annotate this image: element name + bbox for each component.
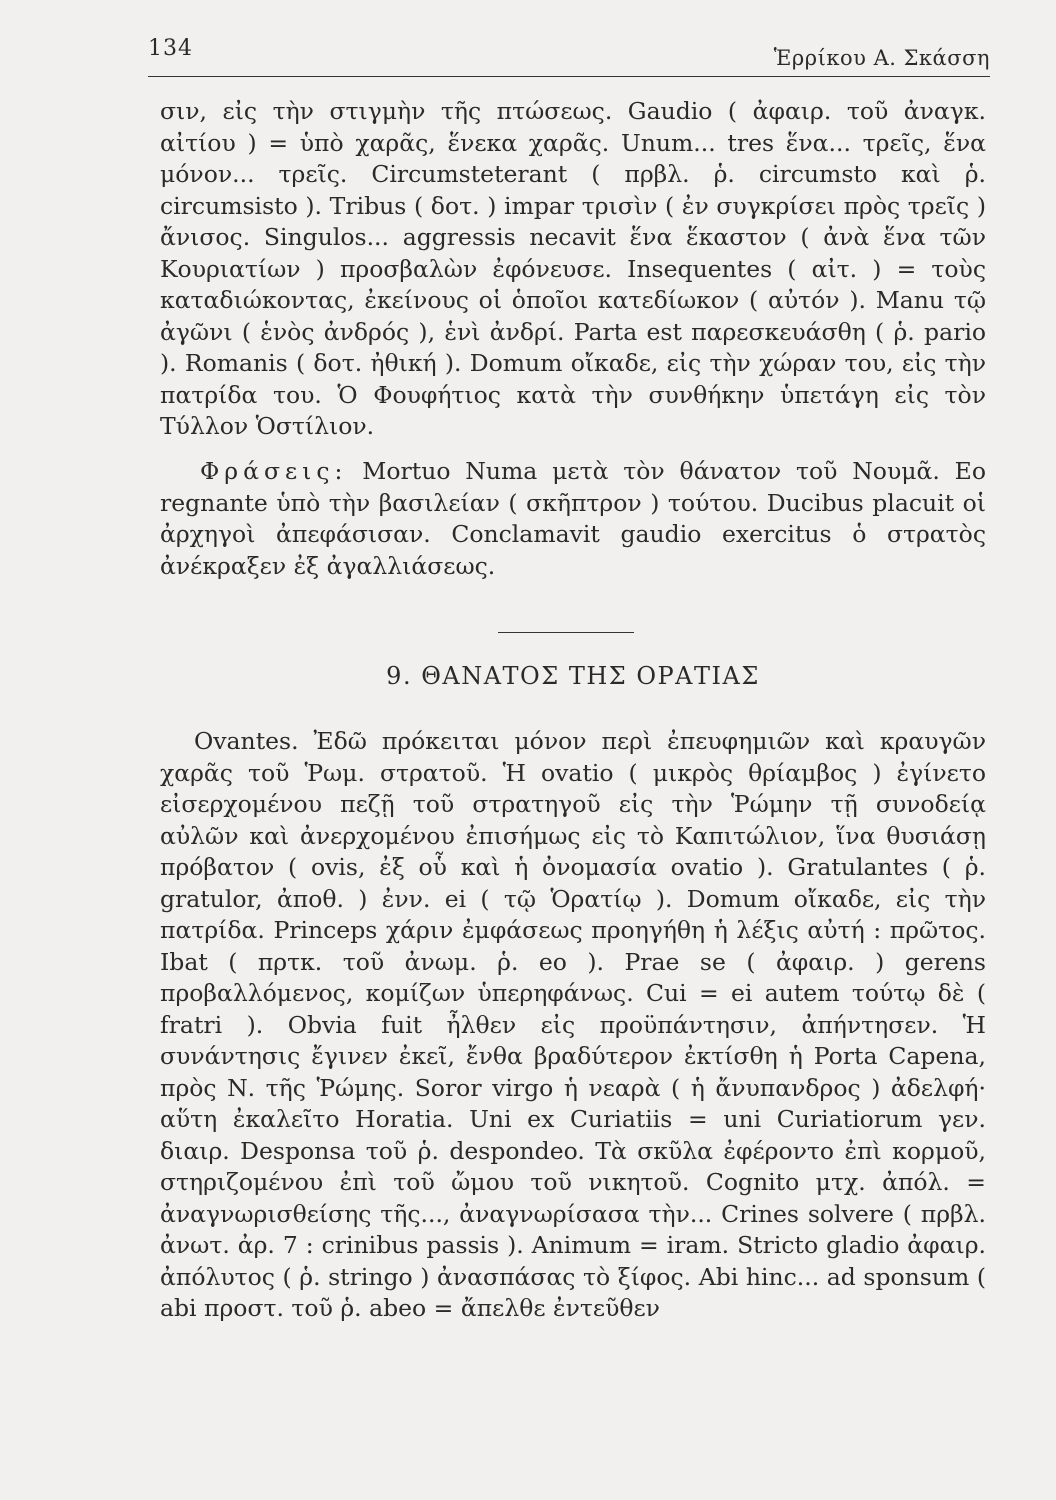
section-separator: [498, 632, 634, 633]
running-head: Ἑρρίκου Α. Σκάσση: [773, 46, 990, 70]
phrases-label: Φράσεις:: [200, 457, 348, 485]
phrases-text: Mortuo Numa μετὰ τὸν θάνατον τοῦ Νουμᾶ. Eo regnante ὑπὸ τὴν βασιλείαν ( σκῆπτρον ) τούτου. Ducibus placuit οἱ ἀρχηγοὶ ἀπεφάσισαν. Conclamavit gaudio exercitus ὁ στρατὸς ἀνέκραξεν ἐξ ἀγαλλιάσεως.: [160, 457, 986, 580]
paragraph-continuation: σιν, εἰς τὴν στιγμὴν τῆς πτώσεως. Gaudio ( ἀφαιρ. τοῦ ἀναγκ. αἰτίου ) = ὑπὸ χαρᾶς, ἕνεκα χαρᾶς. Unum... tres ἕνα... τρεῖς, ἕνα μόνον... τρεῖς. Circumsteterant ( πρβλ. ῥ. circumsto καὶ ῥ. circumsisto ). Tribus ( δοτ. ) impar τρισὶν ( ἐν συγκρίσει πρὸς τρεῖς ) ἄνισος. Singulos... aggressis necavit ἕνα ἕκαστον ( ἀνὰ ἕνα τῶν Κουριατίων ) προσβαλὼν ἐφόνευσε. Insequentes ( αἰτ. ) = τοὺς καταδιώκοντας, ἐκείνους οἱ ὁποῖοι κατεδίωκον ( αὐτόν ). Manu τῷ ἀγῶνι ( ἑνὸς ἀνδρός ), ἑνὶ ἀνδρί. Parta est παρεσκευάσθη ( ῥ. pario ). Romanis ( δοτ. ἠθική ). Domum οἴκαδε, εἰς τὴν χώραν του, εἰς τὴν πατρίδα του. Ὁ Φουφήτιος κατὰ τὴν συνθήκην ὑπετάγη εἰς τὸν Τύλλον Ὁστίλιον.: [160, 97, 986, 440]
page-number: 134: [148, 36, 193, 61]
paragraph-phrases: [160, 456, 986, 582]
header-rule: [148, 76, 990, 77]
paragraph-section-body: Ovantes. Ἐδῶ πρόκειται μόνον περὶ ἐπευφημιῶν καὶ κραυγῶν χαρᾶς τοῦ Ῥωμ. στρατοῦ. Ἡ ovatio ( μικρὸς θρίαμβος ) ἐγίνετο εἰσερχομένου πεζῇ τοῦ στρατηγοῦ εἰς τὴν Ῥώμην τῇ συνοδείᾳ αὐλῶν καὶ ἀνερχομένου ἐπισήμως εἰς τὸ Καπιτώλιον, ἵνα θυσιάσῃ πρόβατον ( ovis, ἐξ οὗ καὶ ἡ ὀνομασία ovatio ). Gratulantes ( ῥ. gratulor, ἀποθ. ) ἐνν. ei ( τῷ Ὁρατίῳ ). Domum οἴκαδε, εἰς τὴν πατρίδα. Princeps χάριν ἐμφάσεως προηγήθη ἡ λέξις αὐτή : πρῶτος. Ibat ( πρτκ. τοῦ ἀνωμ. ῥ. eo ). Prae se ( ἀφαιρ. ) gerens προβαλλόμενος, κομίζων ὑπερηφάνως. Cui = ei autem τούτῳ δὲ ( fratri ). Obvia fuit ἦλθεν εἰς προϋπάντησιν, ἀπήντησεν. Ἡ συνάντησις ἔγινεν ἐκεῖ, ἔνθα βραδύτερον ἐκτίσθη ἡ Porta Capena, πρὸς Ν. τῆς Ῥώμης. Soror virgo ἡ νεαρὰ ( ἡ ἄνυπανδρος ) ἀδελφή· αὕτη ἐκαλεῖτο Horatia. Uni ex Curiatiis = uni Curiatiorum γεν. διαιρ. Desponsa τοῦ ῥ. despondeo. Τὰ σκῦλα ἐφέροντο ἐπὶ κορμοῦ, στηριζομένου ἐπὶ τοῦ ὤμου τοῦ νικητοῦ. Cognito μτχ. ἀπόλ. = ἀναγνωρισθείσης τῆς..., ἀναγνωρίσασα τὴν... Crines solvere ( πρβλ. ἀνωτ. ἀρ. 7 : crinibus passis ). Animum = iram. Stricto gladio ἀφαιρ. ἀπόλυτος ( ῥ. stringo ) ἀνασπάσας τὸ ξίφος. Abi hinc... ad sponsum ( abi προστ. τοῦ ῥ. abeo = ἄπελθε ἐντεῦθεν: [160, 727, 986, 1322]
section-title: 9. ΘΑΝΑΤΟΣ ΤΗΣ ΟΡΑΤΙΑΣ: [386, 662, 760, 690]
